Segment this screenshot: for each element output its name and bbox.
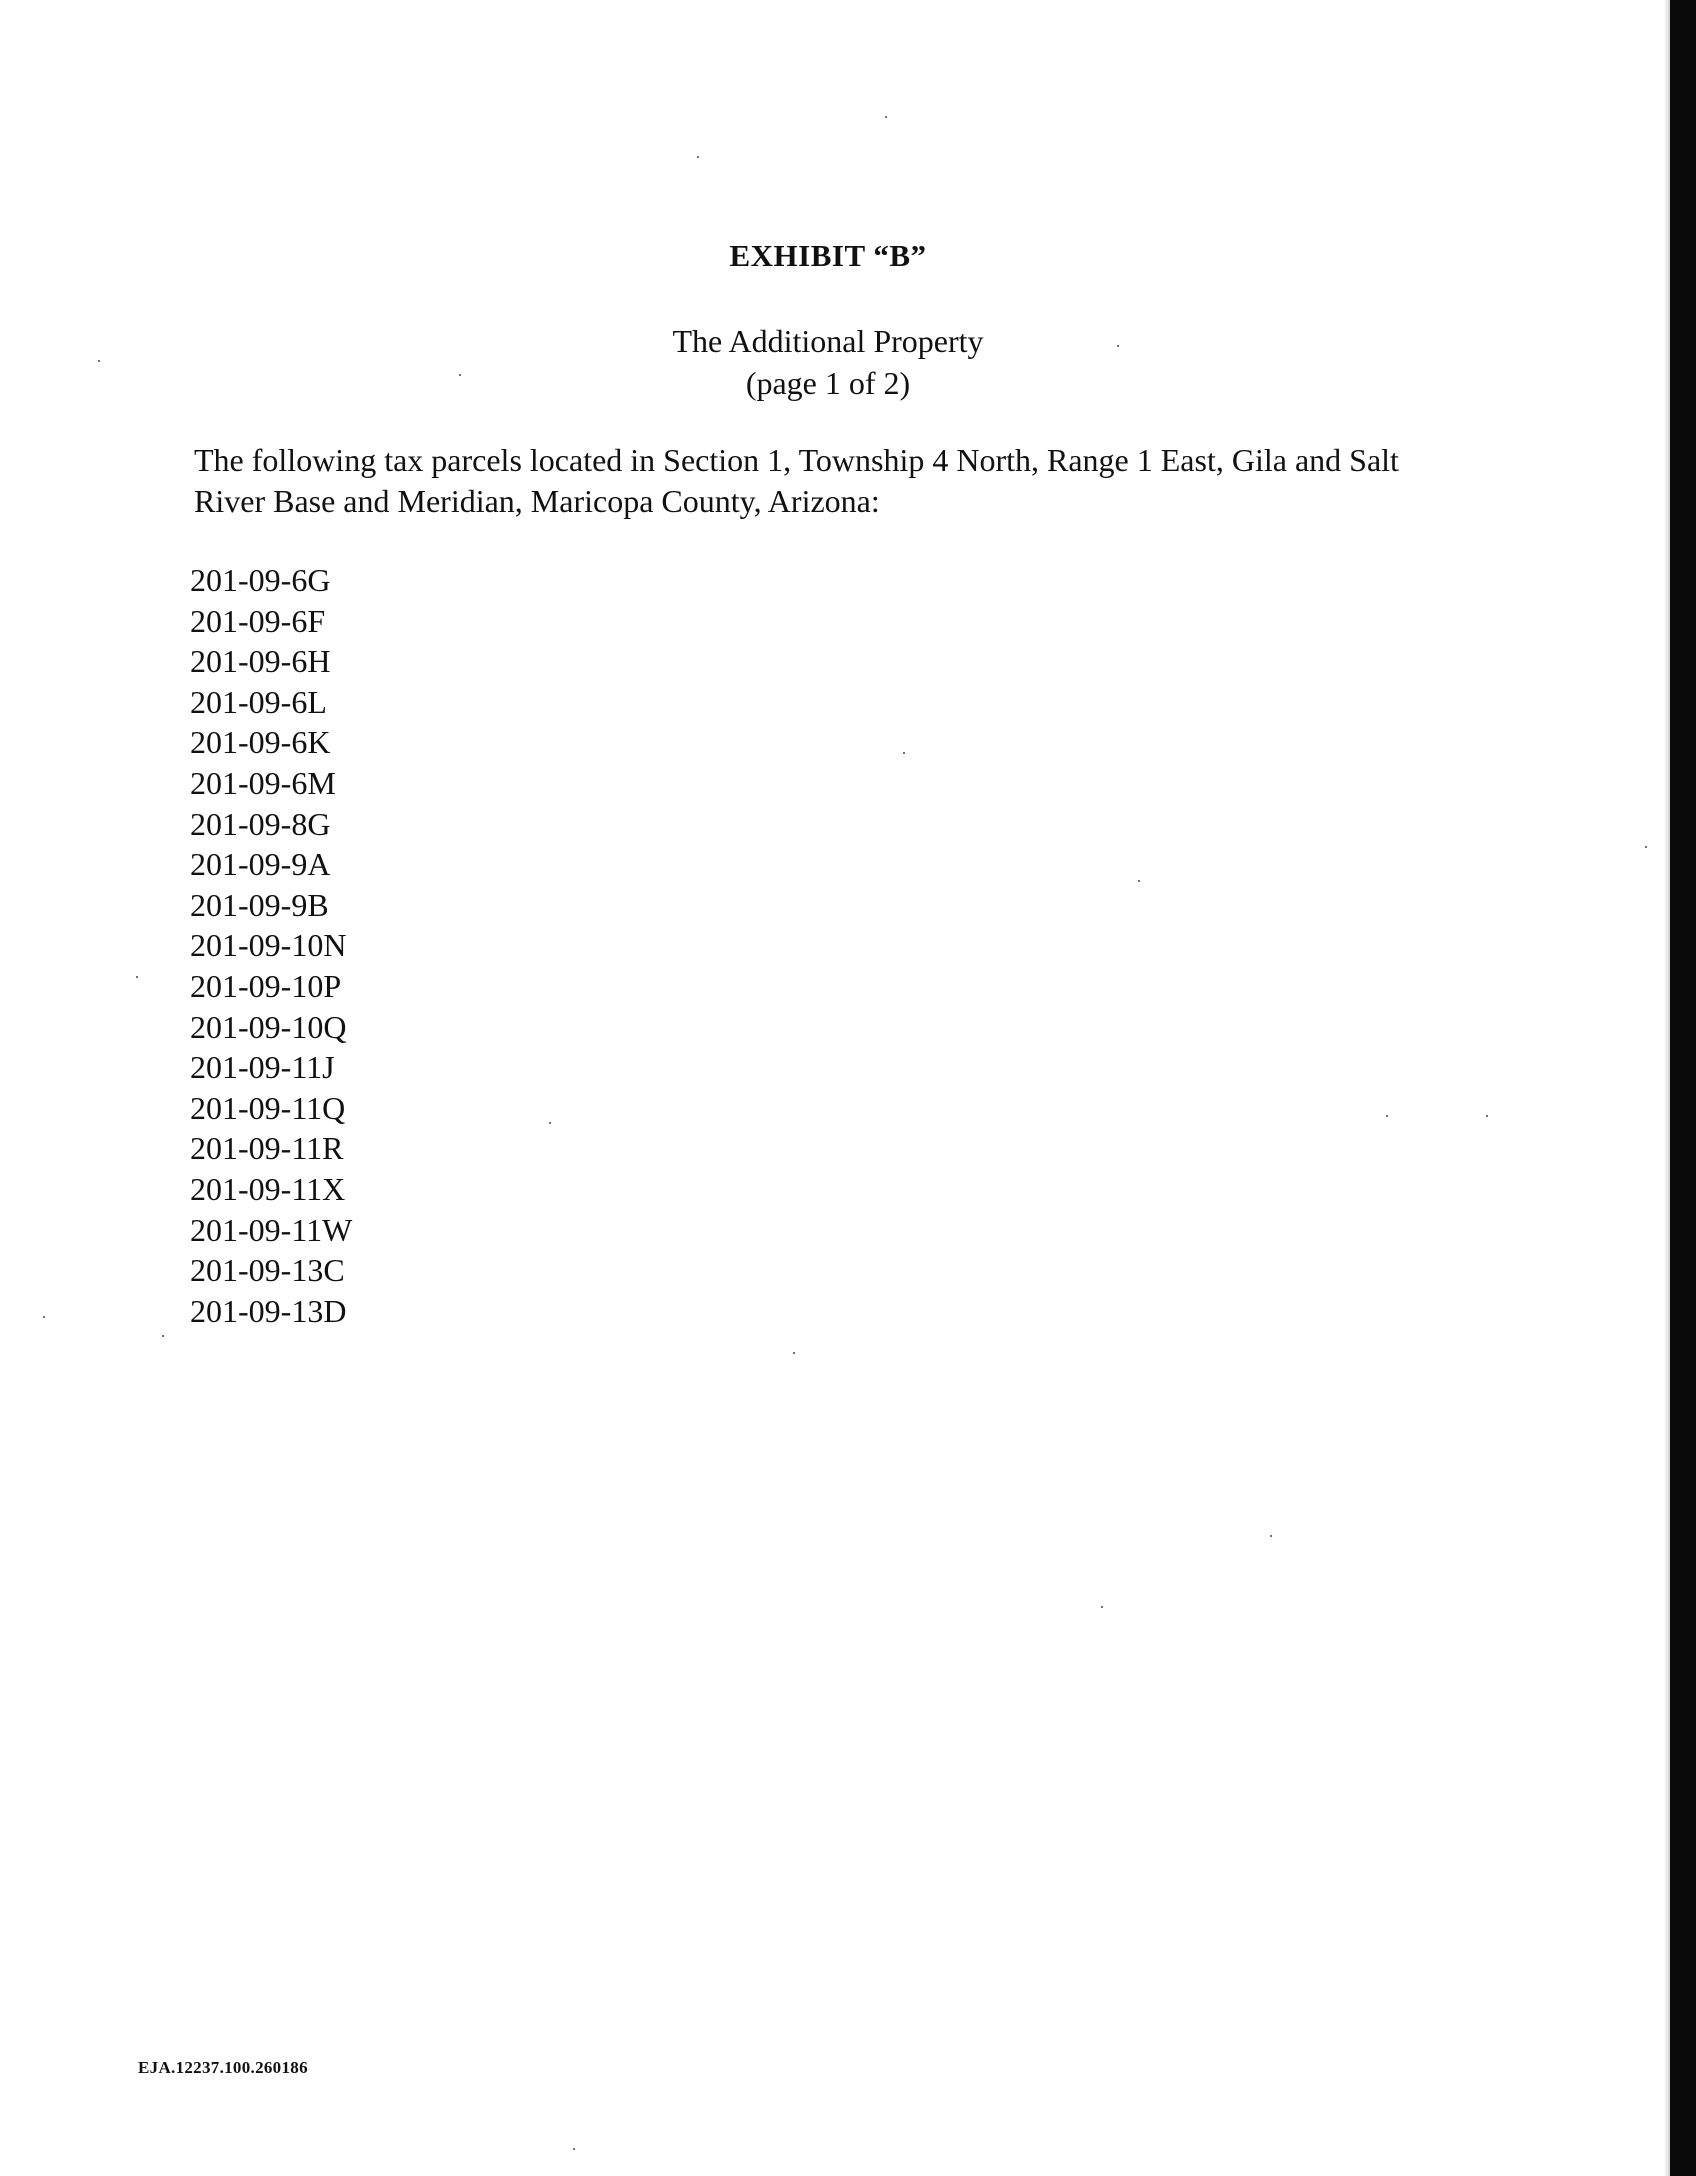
- scan-speck: [549, 1122, 551, 1124]
- exhibit-title: EXHIBIT “B”: [729, 238, 927, 273]
- scan-speck: [697, 156, 699, 158]
- scan-speck: [1645, 846, 1647, 848]
- scan-speck: [1138, 880, 1140, 882]
- scan-speck: [903, 752, 905, 754]
- scan-speck: [885, 116, 887, 118]
- parcel-item: 201-09-6L: [190, 683, 327, 720]
- parcel-item: 201-09-6G: [190, 562, 331, 598]
- parcel-list: [190, 560, 352, 1331]
- scan-speck: [1101, 1606, 1103, 1608]
- parcel-item: 201-09-11W: [190, 1211, 353, 1248]
- scan-speck: [1270, 1535, 1272, 1537]
- parcel-item: 201-09-13D: [190, 1292, 347, 1329]
- parcel-item: 201-09-10P: [190, 967, 342, 1004]
- scan-speck: [43, 1316, 45, 1318]
- intro-paragraph: [194, 440, 1494, 522]
- scan-speck: [793, 1352, 795, 1354]
- scan-speck: [1117, 345, 1119, 347]
- parcel-item: 201-09-10N: [190, 927, 347, 964]
- scan-speck: [1486, 1115, 1488, 1117]
- exhibit-subtitle: [0, 320, 1656, 404]
- subtitle-line-1: The Additional Property: [672, 323, 984, 359]
- parcel-item: 201-09-11J: [190, 1049, 335, 1086]
- parcel-item: 201-09-8G: [190, 805, 331, 842]
- scan-speck: [136, 976, 138, 978]
- scan-speck: [459, 374, 461, 376]
- parcel-item: 201-09-11Q: [190, 1089, 346, 1126]
- subtitle-line-2: (page 1 of 2): [745, 365, 911, 401]
- scan-edge-border: [1670, 0, 1696, 2176]
- scan-speck: [573, 2148, 575, 2150]
- document-footer-id: EJA.12237.100.260186: [138, 2058, 308, 2077]
- scan-speck: [162, 1335, 164, 1337]
- parcel-item: 201-09-6F: [190, 602, 326, 639]
- parcel-item: 201-09-9B: [190, 886, 329, 923]
- parcel-item: 201-09-13C: [190, 1252, 345, 1289]
- parcel-item: 201-09-11X: [190, 1170, 346, 1207]
- parcel-item: 201-09-9A: [190, 846, 331, 883]
- intro-line-1: The following tax parcels located in Section 1, Township 4 North, Range 1 East, Gila and Salt: [194, 442, 1399, 478]
- parcel-item: 201-09-6H: [190, 643, 331, 680]
- scan-speck: [1386, 1115, 1388, 1117]
- parcel-item: 201-09-6K: [190, 724, 331, 761]
- parcel-item: 201-09-10Q: [190, 1008, 347, 1045]
- parcel-item: 201-09-11R: [190, 1130, 344, 1167]
- intro-line-2: River Base and Meridian, Maricopa County, Arizona:: [194, 483, 880, 519]
- scan-speck: [98, 360, 100, 362]
- parcel-item: 201-09-6M: [190, 764, 336, 801]
